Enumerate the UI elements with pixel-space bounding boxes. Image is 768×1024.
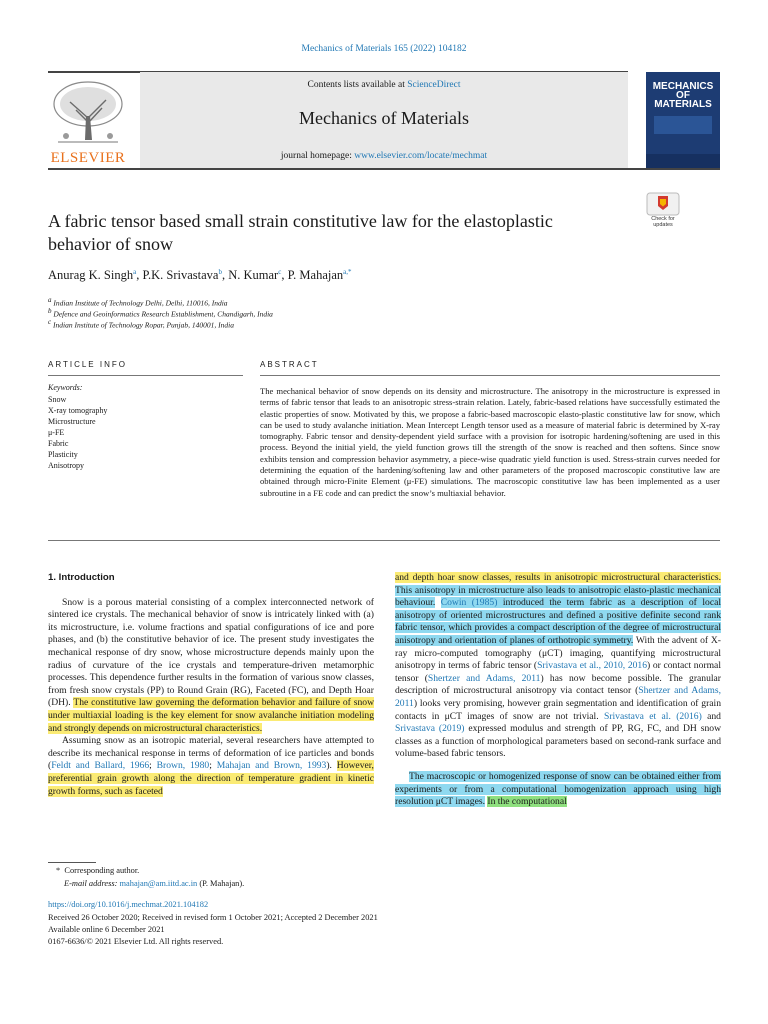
cover-subtitle-block [654, 116, 712, 134]
abstract-text: The mechanical behavior of snow depends on its density and microstructure. The anisotropy in the microstructure is expressed in terms of fabric tensor that leads to an anisotropic stress-strain relation. Lately, fabric-based relations have successfully estimated the elastic properties of snow. Motivated by this, we propose a fabric-based macroscopic elasto-plastic constitutive law for snow, which can be used to study avalanche initiation. Mean Intercept Length tensor used as a measure of material fabric is determined by X-ray tomography. Fabric tensor and density-dependent yield surface with a provision for isotropic hardening/softening are used in this process. Beyond the initial yield, the yield function grows till the strength of the snow is reached and then softens. Since snow exhibits tension and compression behavior asymmetry, a piece-wise quadratic yield function is used. Stress-strain curves needed for determining the equation of the hardening/softening law and other parameters of the proposed macroscopic constitutive law are obtained through micro-Finite Element (μ-FE) simulations. The macroscopic constitutive law has been implemented as a user subroutine in a FE code and can predict the snow’s multiaxial behavior. [260, 386, 720, 498]
check-badge-label: Check for updates [651, 216, 675, 228]
citation-link[interactable]: Srivastava et al., 2010, 2016 [537, 660, 648, 672]
author-name: Anurag K. Singh [48, 268, 134, 283]
affiliation: $^a$ Indian Institute of Technology Delhi, Delhi, 110016, India [48, 296, 228, 308]
article-info-rule [48, 375, 243, 376]
keyword-list [48, 394, 107, 471]
citation-link[interactable]: Brown, 1980 [156, 760, 210, 772]
doi-link[interactable]: https://doi.org/10.1016/j.mechmat.2021.104182 [48, 900, 209, 909]
header-rule-bottom [48, 168, 720, 170]
author-name: N. Kumar [228, 268, 279, 283]
author-affiliation-mark[interactable]: c [278, 268, 282, 276]
abstract-rule [260, 375, 720, 376]
journal-name: Mechanics of Materials [299, 108, 469, 128]
section-heading-introduction: 1. Introduction [48, 572, 115, 583]
homepage-line [140, 151, 628, 161]
paragraph: Assuming snow as an isotropic material, several researchers have attempted to describe its mechanical response in terms of deformation of ice particles and bonds (Feldt and Ballard, 1966; Brown, 1980; Mahajan and Brown, 1993). However, preferential grain growth along the direction of temperature gradient in kinetic growth forms, such as faceted [48, 735, 374, 797]
footnote-rule [48, 862, 96, 863]
abstract-heading: ABSTRACT [260, 360, 319, 369]
keyword: μ-FE [48, 428, 65, 437]
highlight-blue[interactable]: introduced the term fabric as a description of local anisotropy of oriented microstructures and defined a positive definite second rank fabric tensor, which provides a compact description of the degree of microstructural anisotropy and orientation of planes of orthotropic symmetry. [395, 597, 722, 646]
cover-title: MECHANICS OF MATERIALS [652, 81, 714, 110]
highlight-yellow[interactable]: However, preferential grain growth along the direction of temperature gradient in kinetic growth forms, such as faceted [48, 760, 374, 797]
paragraph: Snow is a porous material consisting of a complex interconnected network of sintered ice crystals. The mechanical behavior of snow is intricately linked with (a) its microstructure, i.e. volume fractions and spatial configurations of ice and pore phases, and (b) the constitutive behavior of ice. The present study investigates the mechanical response of dry snow, whose microstructure depends mainly upon the radius of curvature of the ice crystals and temperature-driven metamorphic processes. This dependence further results in the formation of various snow classes, from fresh snow crystals (PP) to Round Grain (RG), Faceted (FC), and Depth Hoar (DH). The constitutive law governing the deformation behavior and failure of snow under multiaxial loading is the key element for snow avalanche initiation modeling and strongly depends on microstructural characteristics. [48, 596, 374, 734]
article-title: A fabric tensor based small strain constitutive law for the elastoplastic behavior of snow [48, 211, 553, 254]
citation-link[interactable]: Srivastava (2019) [395, 723, 465, 735]
abstract-bottom-rule [48, 540, 720, 541]
email-note: E-mail address: mahajan@am.iitd.ac.in (P. Mahajan). [64, 879, 245, 888]
email-link[interactable]: mahajan@am.iitd.ac.in [119, 879, 198, 888]
body-column-right [395, 572, 721, 809]
journal-reference[interactable]: Mechanics of Materials 165 (2022) 104182 [301, 44, 467, 54]
citation-link[interactable]: Feldt and Ballard, 1966 [51, 760, 150, 772]
author-affiliation-mark[interactable]: a,* [343, 268, 352, 276]
highlight-yellow[interactable]: and depth hoar snow classes, results in anisotropic microstructural characteristics. [395, 572, 721, 583]
affiliation: $^b$ Defence and Geoinformatics Research Establishment, Chandigarh, India [48, 307, 273, 319]
elsevier-logo[interactable] [48, 78, 128, 166]
elsevier-wordmark: ELSEVIER [50, 150, 126, 166]
check-for-updates-badge[interactable] [646, 192, 680, 232]
keyword: Anisotropy [48, 461, 84, 470]
citation-link[interactable]: Cowin (1985) [440, 597, 498, 609]
citation-link[interactable]: Shertzer and Adams, 2011 [427, 672, 541, 684]
paragraph [395, 771, 721, 809]
contents-line [140, 80, 628, 90]
citation-link[interactable]: Shertzer and Adams, 2011 [395, 685, 721, 709]
citation-link[interactable]: Mahajan and Brown, 1993 [216, 760, 327, 772]
author-name: P.K. Srivastava [142, 268, 219, 283]
copyright-line: 0167-6636/© 2021 Elsevier Ltd. All rights reserved. [48, 937, 224, 946]
keyword: Plasticity [48, 450, 78, 459]
corresponding-author-note: * Corresponding author. [56, 866, 140, 875]
author-affiliation-mark[interactable]: a [133, 268, 137, 276]
keyword: Microstructure [48, 417, 96, 426]
citation-link[interactable]: Srivastava et al. (2016) [603, 710, 702, 722]
received-dates: Received 26 October 2020; Received in revised form 1 October 2021; Accepted 2 December 2021 [48, 913, 378, 922]
highlight-yellow[interactable]: The constitutive law governing the deformation behavior and failure of snow under multiaxial loading is the key element for snow avalanche initiation modeling and strongly depends on microstructural characteristics. [48, 697, 374, 734]
body-column-left [48, 572, 374, 798]
keyword: Snow [48, 395, 67, 404]
cover-base-band [646, 154, 720, 168]
contents-prefix: Contents lists available at [307, 80, 408, 90]
highlight-blue[interactable]: This anisotropy in microstructure also leads to anisotropic elasto-plastic mechanical behaviour. [395, 584, 721, 609]
keyword: X-ray tomography [48, 406, 108, 415]
affiliation: $^c$ Indian Institute of Technology Ropar, Punjab, 140001, India [48, 318, 234, 330]
author-list: Anurag K. Singh$^a$, P.K. Srivastava$^b$, N. Kumar$^c$, P. Mahajan$^{a,*}$ [48, 268, 352, 283]
author-affiliation-mark[interactable]: b [218, 268, 222, 276]
sciencedirect-link[interactable]: ScienceDirect [407, 80, 461, 90]
author-name: P. Mahajan [287, 268, 344, 283]
available-online-date: Available online 6 December 2021 [48, 925, 165, 934]
highlight-blue[interactable]: The macroscopic or homogenized response of snow can be obtained either from experiments or from a computational homogenization approach using high resolution μCT images. [395, 770, 721, 808]
keyword: Fabric [48, 439, 69, 448]
homepage-link[interactable]: www.elsevier.com/locate/mechmat [354, 151, 488, 161]
paragraph: and depth hoar snow classes, results in anisotropic microstructural characteristics. This anisotropy in microstructure also leads to anisotropic elasto-plastic mechanical behaviour. Cowin (1985) introduced the term fabric as a description of local anisotropy of oriented microstructures and defined a positive definite second rank fabric tensor, which provides a compact description of the degree of microstructural anisotropy and orientation of planes of orthotropic symmetry. With the advent of X-ray micro-computed tomography (μCT) imaging, quantifying microstructural anisotropy in terms of fabric tensor (Srivastava et al., 2010, 2016) or contact normal tensor (Shertzer and Adams, 2011) has now become possible. The granular description of microstructural anisotropy via contact tensor (Shertzer and Adams, 2011) looks very promising, however grain segmentation and identification of grain contacts in μCT images of snow are not trivial. Srivastava et al. (2016) and Srivastava (2019) expressed modulus and strength of PP, RG, FC, and DH snow classes as a function of morphological parameters based on second-rank surface and volume-based fabric tensors. [395, 572, 722, 760]
check-updates-icon [646, 192, 680, 216]
highlight-green[interactable]: In the computational [487, 796, 567, 808]
journal-cover[interactable] [646, 72, 720, 168]
keywords-label: Keywords: [48, 383, 83, 392]
homepage-prefix: journal homepage: [280, 151, 355, 161]
article-info-heading: ARTICLE INFO [48, 360, 127, 369]
